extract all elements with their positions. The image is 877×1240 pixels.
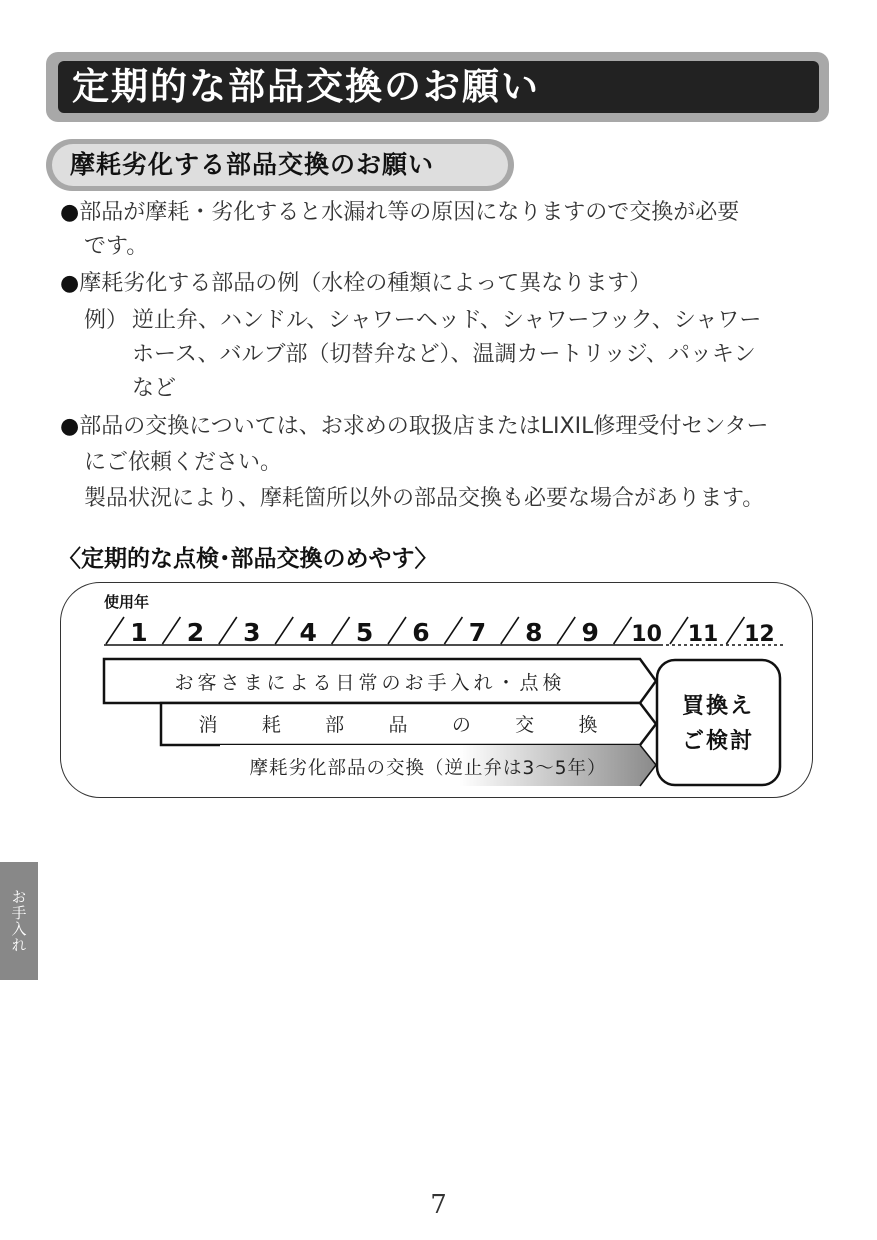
year-slash: [726, 617, 744, 644]
year-slash: [332, 617, 350, 644]
page-number: 7: [430, 1190, 447, 1220]
bar-consumables-char: の: [451, 714, 471, 736]
year-slash: [614, 617, 632, 644]
year-number: 12: [744, 622, 775, 647]
paragraph-1-line-1: ●部品が摩耗・劣化すると水漏れ等の原因になりますので交換が必要: [60, 200, 740, 225]
year-ticks: [106, 617, 775, 647]
bar-consumables-char: 耗: [261, 714, 281, 736]
years-label: 使用年: [104, 593, 150, 611]
bullet-icon: ●: [60, 271, 80, 296]
example-line-1: 逆止弁、ハンドル、シャワーヘッド、シャワーフック、シャワー: [132, 308, 762, 333]
year-number: 11: [687, 622, 719, 647]
paragraph-3-line-3: 製品状況により、摩耗箇所以外の部品交換も必要な場合があります。: [84, 486, 765, 511]
year-slash: [388, 617, 406, 644]
paragraph-3-line-1: ●部品の交換については、お求めの取扱店またはLIXIL修理受付センター: [60, 414, 769, 439]
side-tab-care[interactable]: お手入れ: [0, 862, 38, 980]
bar-consumables-char: 換: [578, 714, 598, 736]
replacement-line-1: 買換え: [681, 694, 755, 719]
page-title: 定期的な部品交換のお願い: [58, 61, 819, 113]
example-line-2: ホース、バルブ部（切替弁など）、温調カートリッジ、パッキン: [132, 342, 756, 367]
year-slash: [275, 617, 293, 644]
year-slash: [444, 617, 462, 644]
year-number: 4: [299, 618, 317, 647]
section-subtitle: 摩耗劣化する部品交換のお願い: [52, 144, 508, 186]
year-number: 2: [186, 618, 205, 647]
year-number: 3: [243, 618, 261, 647]
bar-consumables-char: 品: [388, 714, 408, 736]
paragraph-3-line-2: にご依頼ください。: [84, 450, 283, 475]
bullet-icon: ●: [60, 200, 80, 225]
year-number: 7: [468, 618, 487, 647]
year-number: 9: [581, 618, 599, 647]
example-label: 例）: [84, 308, 129, 333]
bullet-icon: ●: [60, 414, 80, 439]
replacement-line-2: ご検討: [681, 729, 755, 754]
bar-consumables-char: 交: [515, 714, 535, 736]
year-number: 8: [525, 618, 543, 647]
year-slash: [501, 617, 519, 644]
year-number: 1: [130, 618, 148, 647]
example-line-3: など: [132, 376, 177, 401]
bar-consumables-char: 部: [325, 714, 345, 736]
bar-worn-parts-label: 摩耗劣化部品の交換（逆止弁は3〜5年）: [249, 758, 607, 779]
year-number: 6: [412, 618, 430, 647]
replacement-box: [657, 660, 780, 785]
bar-daily-care-label: お客さまによる日常のお手入れ・点検: [174, 672, 566, 694]
year-slash: [219, 617, 237, 644]
year-slash: [557, 617, 575, 644]
year-slash: [670, 617, 688, 644]
bar-consumables-char: 消: [198, 714, 218, 736]
year-slash: [106, 617, 124, 644]
year-number: 10: [631, 622, 662, 647]
timeline-heading: 〈定期的な点検･部品交換のめやす〉: [58, 546, 438, 572]
paragraph-1-line-2: です。: [84, 234, 149, 259]
year-number: 5: [355, 618, 374, 647]
paragraph-2-line-1: ●摩耗劣化する部品の例（水栓の種類によって異なります）: [60, 271, 652, 296]
year-slash: [162, 617, 180, 644]
